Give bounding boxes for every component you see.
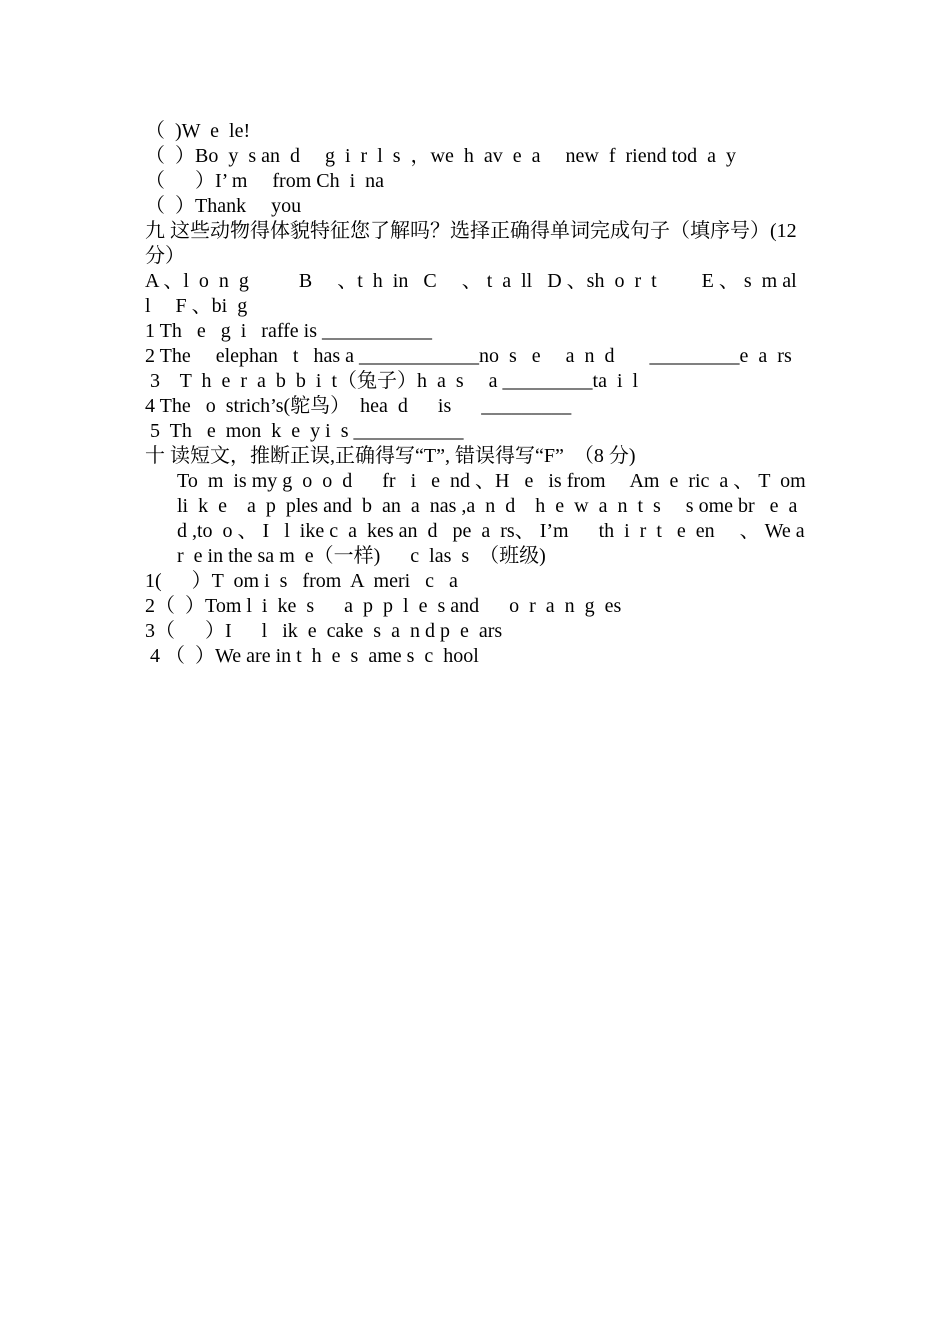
greeting-item-2: （ ）Bo y s an d g i r l s ，we h av e a new f riend tod a y	[145, 145, 737, 167]
section-10-heading: 十 读短文，推断正误,正确得写“T”, 错误得写“F” （8 分)	[145, 445, 636, 467]
fill-blank-3: 3 T h e r a b b i t（兔子）h a s a _________ta i l	[145, 370, 639, 392]
greeting-item-1: （ )W e le!	[145, 120, 251, 142]
true-false-1: 1( ）T om i s from A meri c a	[145, 570, 458, 592]
true-false-3: 3（ ）I l ik e cake s a n d p e ars	[145, 620, 503, 642]
word-options: A 、l o n g B 、t h in C 、 t a ll D 、sh o r t E 、 s m al l F 、bi g	[145, 270, 807, 317]
fill-blank-5: 5 Th e mon k e y i s ___________	[145, 420, 464, 442]
fill-blank-4: 4 The o strich’s(鸵鸟） hea d is _________	[145, 395, 572, 417]
greeting-item-3: （ ）I’ m from Ch i na	[145, 170, 385, 192]
fill-blank-1: 1 Th e g i raffe is ___________	[145, 320, 433, 342]
document-content	[145, 119, 831, 669]
fill-blank-2: 2 The elephan t has a ____________no s e a n d _________e a rs	[145, 345, 792, 367]
true-false-2: 2（ ）Tom l i ke s a p p l e s and o r a n g es	[145, 595, 622, 617]
true-false-4: 4 （ ）We are in t h e s ame s c hool	[145, 645, 479, 667]
greeting-item-4: （ ）Thank you	[145, 195, 302, 217]
section-9-heading: 九 这些动物得体貌特征您了解吗？选择正确得单词完成句子（填序号）(12 分）	[145, 220, 802, 267]
reading-passage: To m is my g o o d fr i e nd 、H e is from Am e ric a 、 T om li k e a p ples and b an a nas ,a n d h e w a n t s s ome br e a d ,to o 、 I l ike c a kes an d pe a rs、 I’m th i r t e en 、 We a r e in the sa m e（一样) c las s （班级)	[177, 470, 831, 567]
